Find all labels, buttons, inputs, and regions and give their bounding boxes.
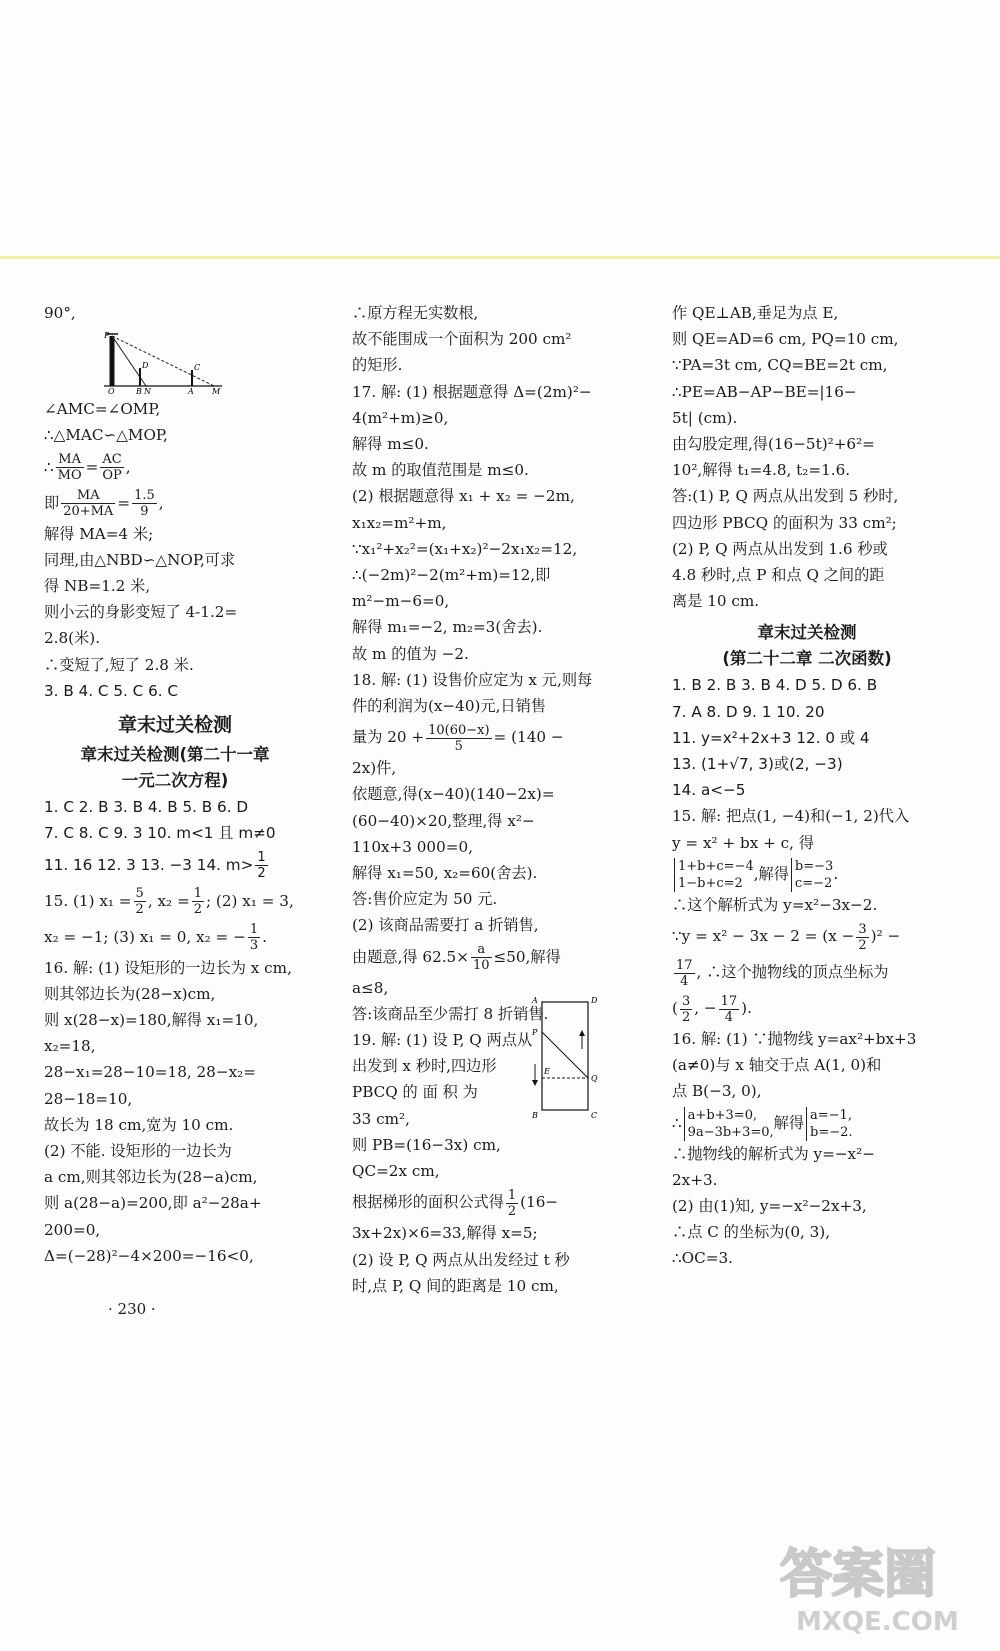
arrow-up-head [579,1030,585,1036]
text-line: (a≠0)与 x 轴交于点 A(1, 0)和 [672,1056,882,1075]
fraction: $\frac{a}{10}$ [472,942,490,974]
text-line: 3x+2x)×6=33,解得 x=5; [352,1224,538,1243]
text-line: ∵PA=3t cm, CQ=BE=2t cm, [672,356,888,375]
answer-line: 11. 16 12. 3 13. −3 14. m> $\frac{1}{2}$ [44,849,266,881]
text-line: 16. 解: (1) ∵抛物线 y=ax²+bx+3 [672,1030,917,1049]
chapter-title: 一元二次方程) [121,771,229,791]
rect-abcd [542,1002,588,1110]
text-line: 110x+3 000=0, [352,837,473,856]
fraction-line: $\frac{17}{4}$ , ∴这个抛物线的顶点坐标为 [676,957,889,989]
fraction: $\frac{17}{4}$ [676,957,693,989]
label-p: P [532,1028,538,1037]
fraction: $\frac{1}{2}$ [507,1187,517,1219]
text-line: y = x² + bx + c, 得 [672,833,815,852]
shadow-diagram [104,328,254,394]
text-line: 90°, [44,304,76,322]
equation-system-line: 1+b+c=−4 1−b+c=2 ,解得 b=−3 c=−2 . [672,856,942,892]
text-line: 4(m²+m)≥0, [352,408,449,427]
fraction-line: 根据梯形的面积公式得 $\frac{1}{2}$ (16− [352,1187,559,1219]
fraction: $\frac{MA}{MO}$ [57,452,82,484]
text-line: 四边形 PBCQ 的面积为 33 cm²; [672,513,897,532]
answer-line: 1. C 2. B 3. B 4. B 5. B 6. D [44,798,249,817]
text-line: 得 NB=1.2 米, [44,577,151,596]
text-line: 离是 10 cm. [672,592,760,611]
text-line: 200=0, [44,1220,101,1239]
column-right [672,300,942,1272]
text-line: 故 m 的取值范围是 m≤0. [352,461,529,480]
fraction: $\frac{10(60-x)}{5}$ [428,722,490,754]
top-border-line [0,256,1000,259]
label-a: A [188,387,194,395]
text-line: x₁x₂=m²+m, [352,513,447,532]
text-line: PBCQ 的 面 积 为 [352,1083,478,1102]
text-line: Δ=(−28)²−4×200=−16<0, [44,1246,254,1265]
column-middle [352,300,614,1299]
fraction: $\frac{17}{4}$ [720,993,738,1025]
text-line: 33 cm², [352,1109,410,1128]
text-line: (60−40)×20,整理,得 x²− [352,811,535,830]
fraction-line: 15. (1) x₁ = $\frac{5}{2}$ , x₂ = $\frac{1}{2}$ ; (2) x₁ = 3, [44,886,294,918]
label-c: C [194,363,201,373]
answer-line: 13. (1+√7, 3)或(2, −3) [672,755,843,774]
fraction: $\frac{5}{2}$ [135,886,144,918]
text-line: 答:(1) P, Q 两点从出发到 5 秒时, [672,487,899,506]
text-line: 时,点 P, Q 间的距离是 10 cm, [352,1276,559,1295]
answer-line: 7. C 8. C 9. 3 10. m<1 且 m≠0 [44,824,276,843]
rectangle-abcd-diagram [530,994,600,1124]
text-line: 则其邻边长为(28−x)cm, [44,984,216,1003]
fraction: $\frac{AC}{OP}$ [102,452,122,484]
fraction-line: x₂ = −1; (3) x₁ = 0, x₂ = − $\frac{1}{3}$ . [44,922,267,954]
fraction: $\frac{MA}{20+MA}$ [63,488,114,520]
equation-system: a=−1, b=−2. [806,1107,853,1141]
equation-system: b=−3 c=−2 [791,858,833,892]
text-line: ∴(−2m)²−2(m²+m)=12,即 [352,566,551,585]
text-line: ∵x₁²+x₂²=(x₁+x₂)²−2x₁x₂=12, [352,539,578,558]
text-line: ∴抛物线的解析式为 y=−x²− [672,1144,875,1163]
text-line: 19. 解: (1) 设 P, Q 两点从 [352,1031,533,1050]
text-line: (2) 该商品需要打 a 折销售, [352,916,539,935]
label-e: E [544,1067,550,1076]
text-line: 依题意,得(x−40)(140−2x)= [352,785,555,804]
fraction-line: 即 $\frac{MA}{20+MA}$ = $\frac{1.5}{9}$ , [44,488,164,520]
text-line: ∴变短了,短了 2.8 米. [44,655,194,674]
label-c: C [591,1111,598,1120]
section-title: 章末过关检测 [757,623,857,643]
text-line: 故长为 18 cm,宽为 10 cm. [44,1115,234,1134]
answer-line: 11. y=x²+2x+3 12. 0 或 4 [672,728,870,747]
text-line: 2x+3. [672,1170,718,1189]
text-line: a cm,则其邻边长为(28−a)cm, [44,1168,258,1187]
label-a: A [532,996,538,1005]
label-n: N [144,387,151,395]
section-title: 章末过关检测 [117,714,232,737]
text-line: (2) P, Q 两点从出发到 1.6 秒或 [672,539,888,558]
label-d: D [591,996,598,1005]
text-line: 则小云的身影变短了 4-1.2= [44,603,238,622]
text-line: 2.8(米). [44,629,101,648]
chapter-title: (第二十二章 二次函数) [722,649,892,669]
text-line: 16. 解: (1) 设矩形的一边长为 x cm, [44,958,292,977]
text-line: 则 a(28−a)=200,即 a²−28a+ [44,1194,262,1213]
text-line: m²−m−6=0, [352,592,450,611]
label-m: M [212,387,221,395]
text-line: 10²,解得 t₁=4.8, t₂=1.6. [672,461,851,480]
text-line: 则 PB=(16−3x) cm, [352,1135,501,1154]
text-line: 则 QE=AD=6 cm, PQ=10 cm, [672,330,899,349]
text-line: (2) 根据题意得 x₁ + x₂ = −2m, [352,487,575,506]
label-b: B [532,1111,538,1120]
text-line: ∠AMC=∠OMP, [44,400,161,419]
text-line: 解得 m≤0. [352,435,429,454]
fraction: $\frac{1}{2}$ [257,849,266,881]
text-line: 则 x(28−x)=180,解得 x₁=10, [44,1011,259,1030]
text-line: ∴这个解析式为 y=x²−3x−2. [672,895,878,914]
text-line: ∴原方程无实数根, [352,304,479,322]
answer-line: 3. B 4. C 5. C 6. C [44,681,178,700]
text-line: 解得 m₁=−2, m₂=3(舍去). [352,618,543,637]
text-line: 同理,由△NBD∽△NOP,可求 [44,550,236,569]
fraction: $\frac{3}{2}$ [858,921,867,953]
label-q: Q [591,1074,598,1083]
text-line: QC=2x cm, [352,1162,440,1181]
label-d: D [142,361,149,371]
text-line: (2) 不能. 设矩形的一边长为 [44,1142,232,1161]
text-line: ∴△MAC∽△MOP, [44,426,168,445]
chapter-title: 章末过关检测(第二十一章 [80,745,270,765]
text-line: 点 B(−3, 0), [672,1082,762,1101]
text-line: 17. 解: (1) 根据题意得 Δ=(2m)²− [352,382,592,401]
fraction: $\frac{1}{2}$ [193,886,202,918]
text-line: 故 m 的值为 −2. [352,644,469,663]
text-line: 28−x₁=28−10=18, 28−x₂= [44,1063,256,1082]
text-line: 15. 解: 把点(1, −4)和(−1, 2)代入 [672,807,910,826]
text-line: ∴PE=AB−AP−BE=|16− [672,382,857,401]
text-line: x₂=18, [44,1037,96,1056]
equation-system: 1+b+c=−4 1−b+c=2 [674,858,754,892]
answer-line: 7. A 8. D 9. 1 10. 20 [672,702,825,721]
fraction: $\frac{1}{3}$ [249,922,259,954]
fraction-line: ∴ $\frac{MA}{MO}$ = $\frac{AC}{OP}$ , [44,452,131,484]
text-line: 由勾股定理,得(16−5t)²+6²= [672,435,875,454]
page-number: · 230 · [108,1300,156,1318]
text-line: 作 QE⊥AB,垂足为点 E, [672,304,839,322]
watermark-text: 答案圈 [780,1545,937,1605]
fraction-line: ∵y = x² − 3x − 2 = (x − $\frac{3}{2}$ )² − [672,921,901,953]
text-line: a≤8, [352,978,389,997]
watermark-logo [770,1530,985,1640]
label-o: O [108,387,115,395]
text-line: 4.8 秒时,点 P 和点 Q 之间的距 [672,566,885,585]
text-line: 出发到 x 秒时,四边形 [352,1057,497,1076]
text-line: 18. 解: (1) 设售价应定为 x 元,则每 [352,670,593,689]
label-p: P [104,331,110,341]
text-line: 解得 MA=4 米; [44,524,154,543]
text-line: 的矩形. [352,356,403,375]
fraction-line: ( $\frac{3}{2}$ , − $\frac{17}{4}$ ). [672,993,752,1025]
text-line: (2) 由(1)知, y=−x²−2x+3, [672,1197,867,1216]
text-line: 5t| (cm). [672,408,738,427]
equation-system-line: ∴ a+b+3=0, 9a−3b+3=0, 解得 a=−1, b=−2. [672,1107,853,1140]
fraction: $\frac{1.5}{9}$ [134,488,155,520]
column-left [44,300,306,1269]
equation-system: a+b+3=0, 9a−3b+3=0, [684,1107,774,1141]
text-line: 解得 x₁=50, x₂=60(舍去). [352,864,538,883]
text-line: 故不能围成一个面积为 200 cm² [352,330,572,349]
text-line: 2x)件, [352,759,397,778]
text-line: 件的利润为(x−40)元,日销售 [352,697,546,716]
text-line: ∴OC=3. [672,1249,733,1268]
fraction: $\frac{3}{2}$ [681,993,691,1025]
fraction-line: 由题意,得 62.5× $\frac{a}{10}$ ≤50,解得 [352,942,561,974]
label-b: B [136,387,142,395]
text-line: 答:售价应定为 50 元. [352,890,498,909]
watermark-url: MXQE.COM [796,1607,959,1637]
text-line: (2) 设 P, Q 两点从出发经过 t 秒 [352,1250,570,1269]
arrow-down-head [532,1080,538,1086]
text-line: 答:该商品至少需打 8 折销售. [352,1004,549,1023]
answer-line: 1. B 2. B 3. B 4. D 5. D 6. B [672,676,878,695]
fraction-line: 量为 20 + $\frac{10(60-x)}{5}$ = (140 − [352,722,564,754]
light-ray-2 [112,336,214,386]
answer-line: 14. a<−5 [672,781,746,800]
text-line: 28−18=10, [44,1089,133,1108]
text-line: ∴点 C 的坐标为(0, 3), [672,1223,831,1242]
